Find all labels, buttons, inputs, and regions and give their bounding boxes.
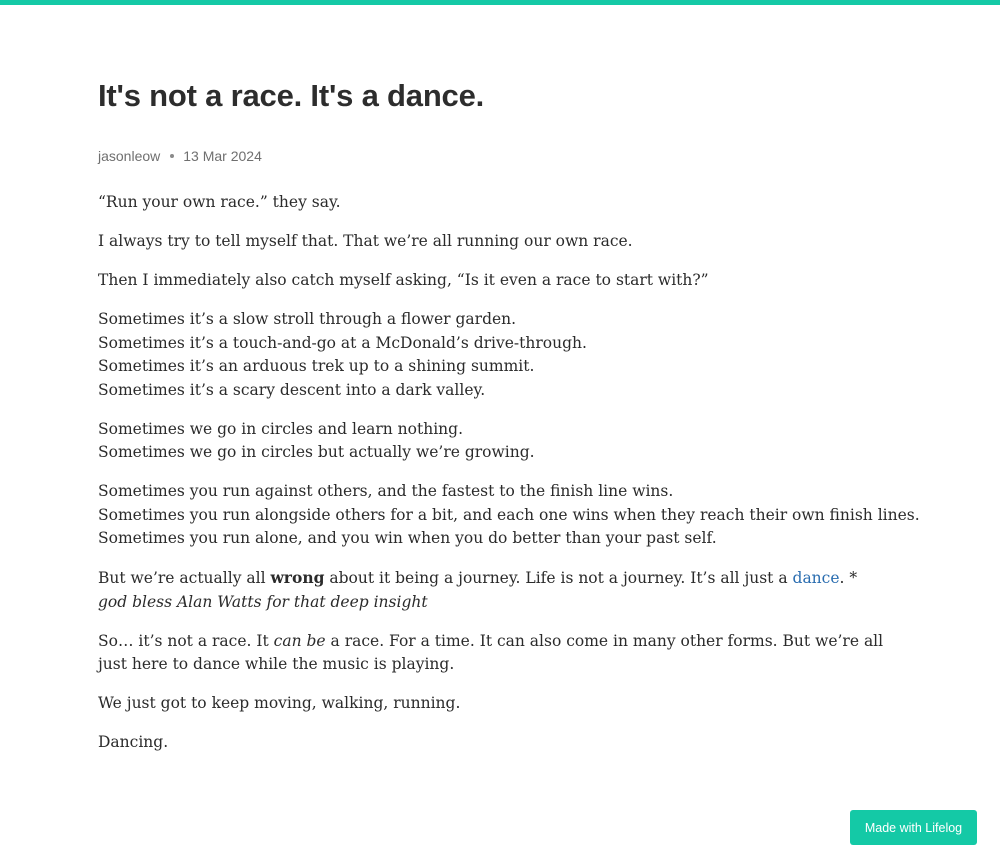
- post-meta: [98, 146, 888, 166]
- text-line: Sometimes you run against others, and the fastest to the finish line wins.: [98, 482, 674, 500]
- author-name[interactable]: jasonleow: [98, 148, 161, 164]
- paragraph: We just got to keep moving, walking, running.: [98, 694, 461, 712]
- text-span: a race. For a time. It can also come in many other forms. But we’re all just here to dance while the music is playing.: [98, 631, 884, 673]
- text-span: about it being a journey. Life is not a journey. It’s all just a: [324, 569, 793, 587]
- text-line: Sometimes you run alongside others for a bit, and each one wins when they reach their own finish lines.: [98, 505, 920, 524]
- text-span: So… it’s not a race. It: [98, 631, 274, 650]
- separator-dot-icon: [170, 154, 174, 158]
- paragraph: Dancing.: [98, 733, 169, 751]
- post-date: 13 Mar 2024: [183, 148, 262, 164]
- paragraph: [98, 480, 920, 551]
- paragraph: [98, 418, 888, 465]
- post-content: [98, 191, 920, 755]
- italic-text: can be: [273, 631, 326, 650]
- paragraph: [98, 630, 888, 677]
- paragraph: [98, 566, 888, 614]
- made-with-lifelog-button[interactable]: Made with Lifelog: [850, 810, 977, 845]
- text-line: Sometimes you run alone, and you win when you do better than your past self.: [98, 529, 717, 547]
- text-line: Sometimes we go in circles and learn nothing.: [98, 419, 463, 438]
- paragraph: I always try to tell myself that. That we’re all running our own race.: [98, 232, 633, 250]
- dance-link[interactable]: dance: [792, 569, 840, 587]
- blog-post: [98, 76, 920, 770]
- italic-text: god bless Alan Watts for that deep insight: [98, 592, 428, 611]
- paragraph: “Run your own race.” they say.: [98, 193, 341, 211]
- text-line: Sometimes it’s a slow stroll through a flower garden.: [98, 310, 517, 328]
- text-span: But we’re actually all: [98, 569, 271, 587]
- text-line: Sometimes it’s a touch-and-go at a McDonald’s drive-through.: [98, 333, 587, 352]
- post-title: It's not a race. It's a dance.: [98, 78, 485, 113]
- top-accent-bar: [0, 0, 1000, 5]
- text-line: Sometimes it’s an arduous trek up to a shining summit.: [98, 357, 535, 375]
- text-line: Sometimes we go in circles but actually we’re growing.: [98, 443, 535, 461]
- paragraph: Then I immediately also catch myself asking, “Is it even a race to start with?”: [98, 271, 709, 289]
- bold-text: wrong: [270, 568, 325, 587]
- paragraph: [98, 308, 888, 402]
- text-span: . *: [839, 569, 858, 587]
- text-line: Sometimes it’s a scary descent into a dark valley.: [98, 380, 486, 399]
